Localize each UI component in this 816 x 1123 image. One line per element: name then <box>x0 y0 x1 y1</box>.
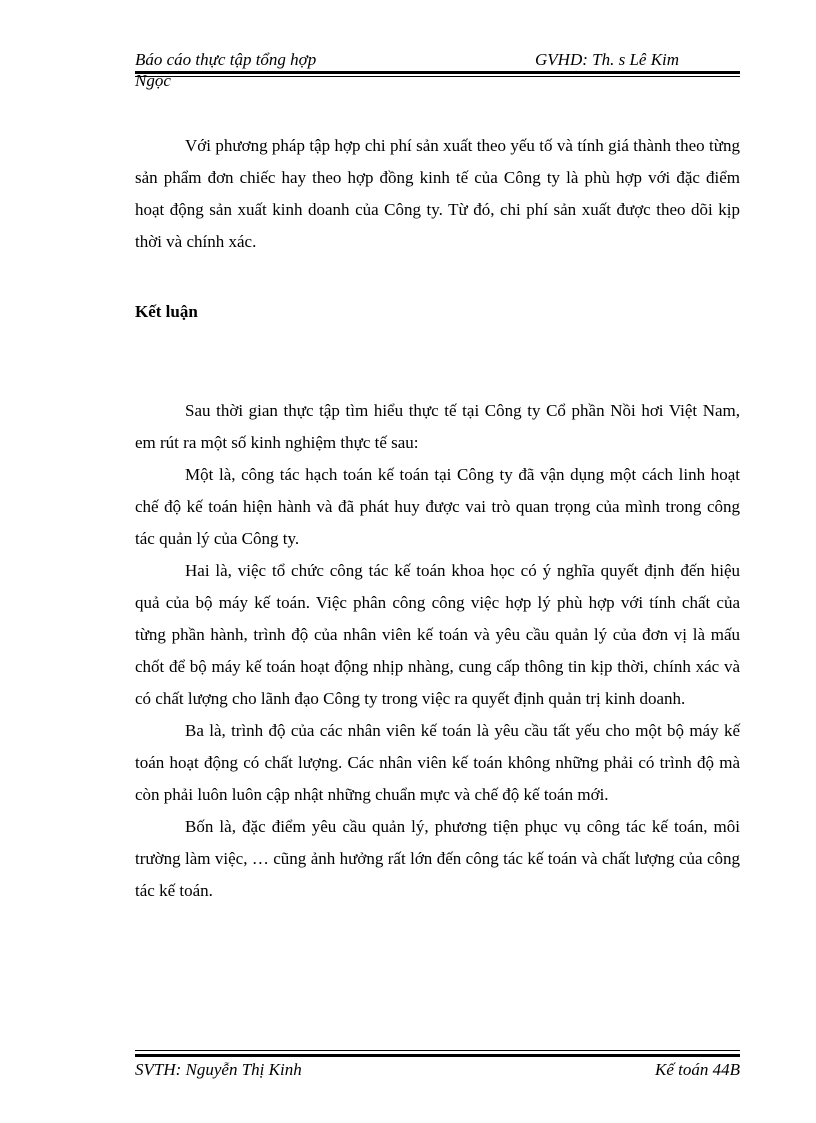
header-rule-thin <box>135 76 740 77</box>
section-heading: Kết luận <box>135 302 198 321</box>
footer-rule-thick <box>135 1054 740 1057</box>
header-advisor: GVHD: Th. s Lê Kim <box>535 50 680 69</box>
footer-student: SVTH: Nguyễn Thị Kinh <box>135 1060 302 1079</box>
paragraph-intro: Với phương pháp tập hợp chi phí sản xuất theo yếu tố và tính giá thành theo từng sản phẩm đơn chiếc hay theo hợp đồng kinh tế của Công ty là phù hợp với đặc điểm hoạt động sản xuất kinh doanh của Công ty. Từ đó, chi phí sản xuất được theo dõi kịp thời và chính xác. <box>135 136 740 251</box>
paragraph-1: Sau thời gian thực tập tìm hiểu thực tế tại Công ty Cổ phần Nồi hơi Việt Nam, em rút ra một số kinh nghiệm thực tế sau: <box>135 401 740 452</box>
paragraph-2: Một là, công tác hạch toán kế toán tại Công ty đã vận dụng một cách linh hoạt chế độ kế toán hiện hành và đã phát huy được vai trò quan trọng của mình trong công tác quản lý của Công ty. <box>135 465 740 548</box>
document-body <box>135 130 740 907</box>
header-title: Báo cáo thực tập tổng hợp <box>135 50 317 69</box>
paragraph-3: Hai là, việc tổ chức công tác kế toán khoa học có ý nghĩa quyết định đến hiệu quả của bộ máy kế toán. Việc phân công công việc hợp lý phù hợp với tính chất của từng phần hành, trình độ của nhân viên kế toán và yêu cầu quản lý của đơn vị là mấu chốt để bộ máy kế toán hoạt động nhịp nhàng, cung cấp thông tin kịp thời, chính xác và có chất lượng cho lãnh đạo Công ty trong việc ra quyết định quản trị kinh doanh. <box>135 561 740 708</box>
page-footer <box>135 1050 740 1080</box>
header-rule-thick <box>135 71 740 74</box>
footer-rule-thin <box>135 1050 740 1051</box>
paragraph-4: Ba là, trình độ của các nhân viên kế toán là yêu cầu tất yếu cho một bộ máy kế toán hoạt động có chất lượng. Các nhân viên kế toán không những phải có trình độ mà còn phải luôn luôn cập nhật những chuẩn mực và chế độ kế toán mới. <box>135 721 740 804</box>
footer-class: Kế toán 44B <box>655 1060 740 1079</box>
paragraph-5: Bốn là, đặc điểm yêu cầu quản lý, phương tiện phục vụ công tác kế toán, môi trường làm việc, … cũng ảnh hưởng rất lớn đến công tác kế toán và chất lượng của công tác kế toán. <box>135 817 740 900</box>
page-header <box>135 50 740 94</box>
header-advisor-continuation: Ngọc <box>135 71 171 90</box>
